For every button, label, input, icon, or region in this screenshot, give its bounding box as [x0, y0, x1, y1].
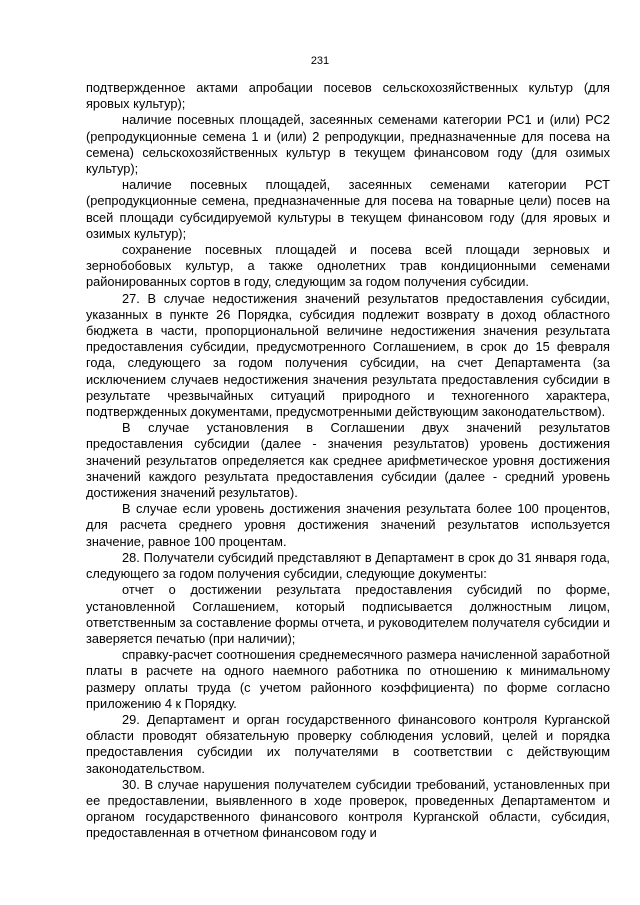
paragraph: наличие посевных площадей, засеянных семенами категории РС1 и (или) РС2 (репродукционные семена 1 и (или) 2 репродукции, предназначенные для посева на семена) сельскохозяйственных культур в текущем финансовом году (для озимых культур);	[86, 112, 610, 177]
paragraph: подтвержденное актами апробации посевов сельскохозяйственных культур (для яровых культур);	[86, 80, 610, 112]
paragraph: 28. Получатели субсидий представляют в Департамент в срок до 31 января года, следующего за годом получения субсидии, следующие документы:	[86, 549, 610, 582]
paragraph: отчет о достижении результата предоставления субсидий по форме, установленной Соглашением, который подписывается должностным лицом, ответственным за составление формы отчета, и руководителем получателя субсидии и заверяется печатью (при наличии);	[86, 582, 610, 646]
document-body	[86, 80, 610, 842]
paragraph: В случае если уровень достижения значения результата более 100 процентов, для расчета среднего уровня достижения значений результатов используется значение, равное 100 процентам.	[86, 501, 610, 549]
paragraph: В случае установления в Соглашении двух значений результатов предоставления субсидии (далее - значения результатов) уровень достижения значений результатов определяется как среднее арифметическое уровня достижения значений каждого результата предоставления субсидии (далее - средний уровень достижения значений результатов).	[86, 420, 610, 501]
paragraph: 30. В случае нарушения получателем субсидии требований, установленных при ее предоставлении, выявленного в ходе проверок, проведенных Департаментом и органом государственного финансового контроля Курганской области, субсидия, предоставленная в отчетном финансовом году и	[86, 776, 610, 841]
page-number: 231	[310, 55, 330, 67]
paragraph: наличие посевных площадей, засеянных семенами категории РСТ (репродукционные семена, предназначенные для посева на товарные цели) посев на всей площади субсидируемой культуры в текущем финансовом году (для яровых и озимых культур);	[86, 177, 610, 241]
paragraph: сохранение посевных площадей и посева всей площади зерновых и зернобобовых культур, а также однолетних трав кондиционными семенами районированных сортов в году, следующим за годом получения субсидии.	[86, 242, 610, 290]
paragraph: 27. В случае недостижения значений результатов предоставления субсидии, указанных в пункте 26 Порядка, субсидия подлежит возврату в доход областного бюджета в части, пропорциональной величине недостижения значения результата предоставления субсидии, предусмотренного Соглашением, в срок до 15 февраля года, следующего за годом получения субсидии, на счет Департамента (за исключением случаев недостижения значения результата предоставления субсидии в результате чрезвычайных ситуаций природного и техногенного характера, подтвержденных документами, предусмотренными действующим законодательством).	[86, 290, 610, 420]
paragraph: 29. Департамент и орган государственного финансового контроля Курганской области проводят обязательную проверку соблюдения условий, целей и порядка предоставления субсидии их получателями в соответствии с действующим законодательством.	[86, 711, 610, 776]
paragraph: справку-расчет соотношения среднемесячного размера начисленной заработной платы в расчете на одного наемного работника по отношению к минимальному размеру оплаты труда (с учетом районного коэффициента) по форме согласно приложению 4 к Порядку.	[86, 647, 610, 711]
